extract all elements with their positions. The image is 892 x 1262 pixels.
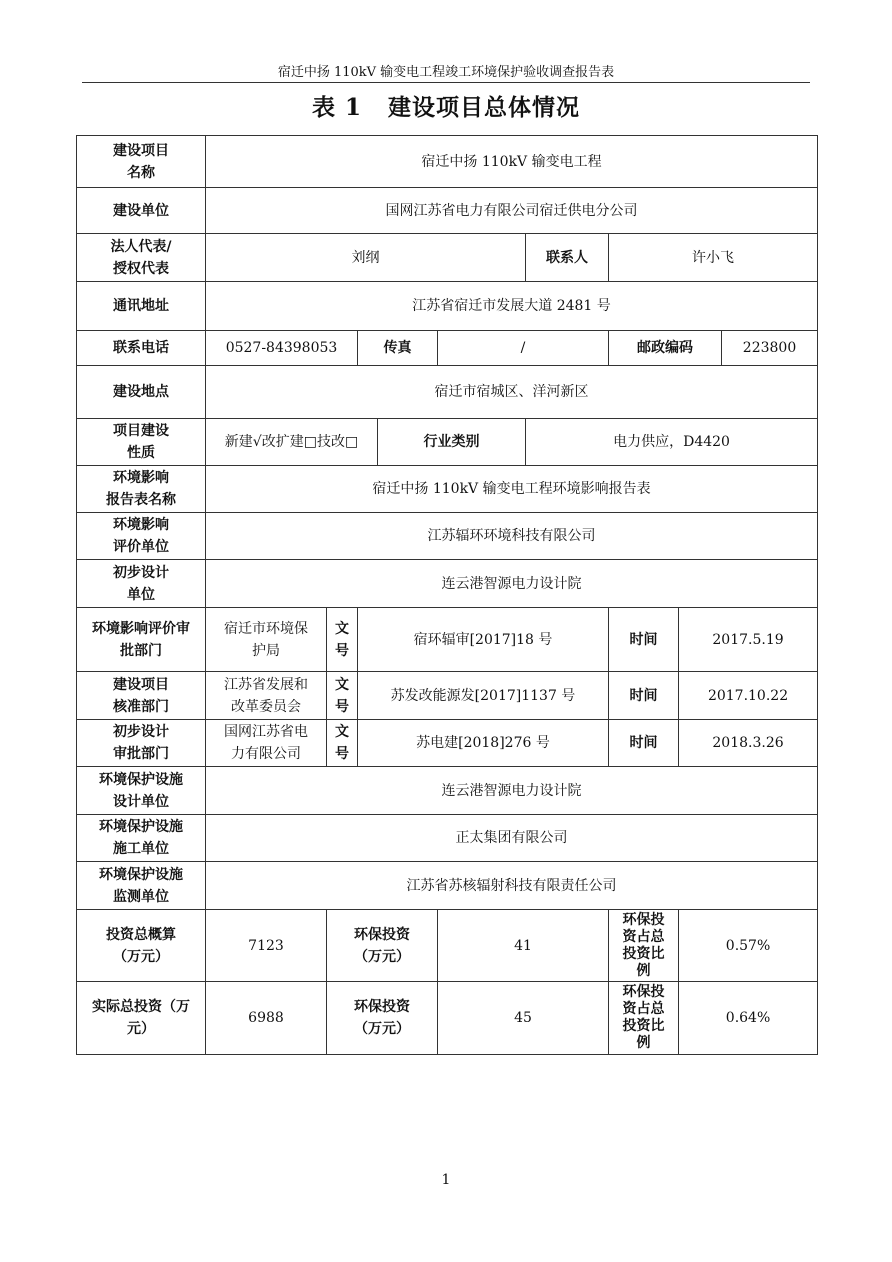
env-investment-label: 环保投资 （万元） [327, 910, 438, 982]
page-title [0, 92, 892, 124]
prelim-design-value: 连云港智源电力设计院 [206, 560, 818, 608]
industry-label: 行业类别 [378, 419, 526, 466]
nature-label: 项目建设 性质 [77, 419, 206, 466]
legal-rep-label: 法人代表/ 授权代表 [77, 234, 206, 282]
time-value: 2017.10.22 [679, 672, 818, 720]
eia-unit-label: 环境影响 评价单位 [77, 513, 206, 560]
env-investment-value: 41 [438, 910, 609, 982]
approval-dept: 江苏省发展和 改革委员会 [206, 672, 327, 720]
table-number: 表 1 [311, 94, 362, 121]
investment-budget-value: 7123 [206, 910, 327, 982]
approval-dept: 国网江苏省电 力有限公司 [206, 720, 327, 767]
env-design-label: 环境保护设施 设计单位 [77, 767, 206, 815]
env-monitoring-label: 环境保护设施 监测单位 [77, 862, 206, 910]
project-overview-table [76, 135, 818, 1055]
env-investment-label: 环保投资 （万元） [327, 982, 438, 1055]
env-construction-label: 环境保护设施 施工单位 [77, 815, 206, 862]
doc-number-label: 文号 [327, 720, 358, 767]
postcode-label: 邮政编码 [609, 331, 722, 366]
env-ratio-value: 0.64% [679, 982, 818, 1055]
address-value: 江苏省宿迁市发展大道 2481 号 [206, 282, 818, 331]
env-construction-value: 正太集团有限公司 [206, 815, 818, 862]
table-row [77, 560, 818, 608]
doc-number-value: 苏电建[2018]276 号 [358, 720, 609, 767]
project-name-label: 建设项目 名称 [77, 136, 206, 188]
fax-value: / [438, 331, 609, 366]
table-row [77, 366, 818, 419]
env-ratio-value: 0.57% [679, 910, 818, 982]
time-label: 时间 [609, 672, 679, 720]
table-row [77, 608, 818, 672]
approval-dept: 宿迁市环境保 护局 [206, 608, 327, 672]
approval-label: 初步设计 审批部门 [77, 720, 206, 767]
table-row [77, 982, 818, 1055]
location-value: 宿迁市宿城区、洋河新区 [206, 366, 818, 419]
table-row [77, 672, 818, 720]
approval-label: 建设项目 核准部门 [77, 672, 206, 720]
table-row [77, 419, 818, 466]
phone-label: 联系电话 [77, 331, 206, 366]
contact-label: 联系人 [526, 234, 609, 282]
table-row [77, 466, 818, 513]
doc-number-value: 苏发改能源发[2017]1137 号 [358, 672, 609, 720]
time-label: 时间 [609, 720, 679, 767]
table-row [77, 513, 818, 560]
doc-number-value: 宿环辐审[2017]18 号 [358, 608, 609, 672]
table-row [77, 815, 818, 862]
prelim-design-label: 初步设计 单位 [77, 560, 206, 608]
project-name-value: 宿迁中扬 110kV 输变电工程 [206, 136, 818, 188]
page-number: 1 [441, 1172, 451, 1188]
actual-investment-value: 6988 [206, 982, 327, 1055]
table-row [77, 862, 818, 910]
running-header: 宿迁中扬 110kV 输变电工程竣工环境保护验收调查报告表 [277, 65, 615, 80]
construction-unit-value: 国网江苏省电力有限公司宿迁供电分公司 [206, 188, 818, 234]
postcode-value: 223800 [722, 331, 818, 366]
address-label: 通讯地址 [77, 282, 206, 331]
location-label: 建设地点 [77, 366, 206, 419]
table-row [77, 910, 818, 982]
nature-value: 新建√改扩建□技改□ [206, 419, 378, 466]
phone-value: 0527-84398053 [206, 331, 358, 366]
env-design-value: 连云港智源电力设计院 [206, 767, 818, 815]
actual-investment-label: 实际总投资（万 元） [77, 982, 206, 1055]
table-row [77, 282, 818, 331]
table-row [77, 720, 818, 767]
eia-report-label: 环境影响 报告表名称 [77, 466, 206, 513]
env-ratio-label: 环保投 资占总 投资比 例 [609, 910, 679, 982]
eia-unit-value: 江苏辐环环境科技有限公司 [206, 513, 818, 560]
contact-value: 许小飞 [609, 234, 818, 282]
env-ratio-label: 环保投 资占总 投资比 例 [609, 982, 679, 1055]
doc-number-label: 文号 [327, 672, 358, 720]
fax-label: 传真 [358, 331, 438, 366]
approval-label: 环境影响评价审 批部门 [77, 608, 206, 672]
industry-value: 电力供应，D4420 [526, 419, 818, 466]
time-label: 时间 [609, 608, 679, 672]
eia-report-value: 宿迁中扬 110kV 输变电工程环境影响报告表 [206, 466, 818, 513]
table-row [77, 136, 818, 188]
table-row [77, 188, 818, 234]
table-row [77, 331, 818, 366]
env-investment-value: 45 [438, 982, 609, 1055]
legal-rep-value: 刘纲 [206, 234, 526, 282]
env-monitoring-value: 江苏省苏核辐射科技有限责任公司 [206, 862, 818, 910]
header-rule [82, 82, 810, 83]
table-row [77, 767, 818, 815]
table-title: 建设项目总体情况 [388, 94, 580, 121]
table-row [77, 234, 818, 282]
investment-budget-label: 投资总概算 （万元） [77, 910, 206, 982]
time-value: 2018.3.26 [679, 720, 818, 767]
construction-unit-label: 建设单位 [77, 188, 206, 234]
doc-number-label: 文号 [327, 608, 358, 672]
time-value: 2017.5.19 [679, 608, 818, 672]
